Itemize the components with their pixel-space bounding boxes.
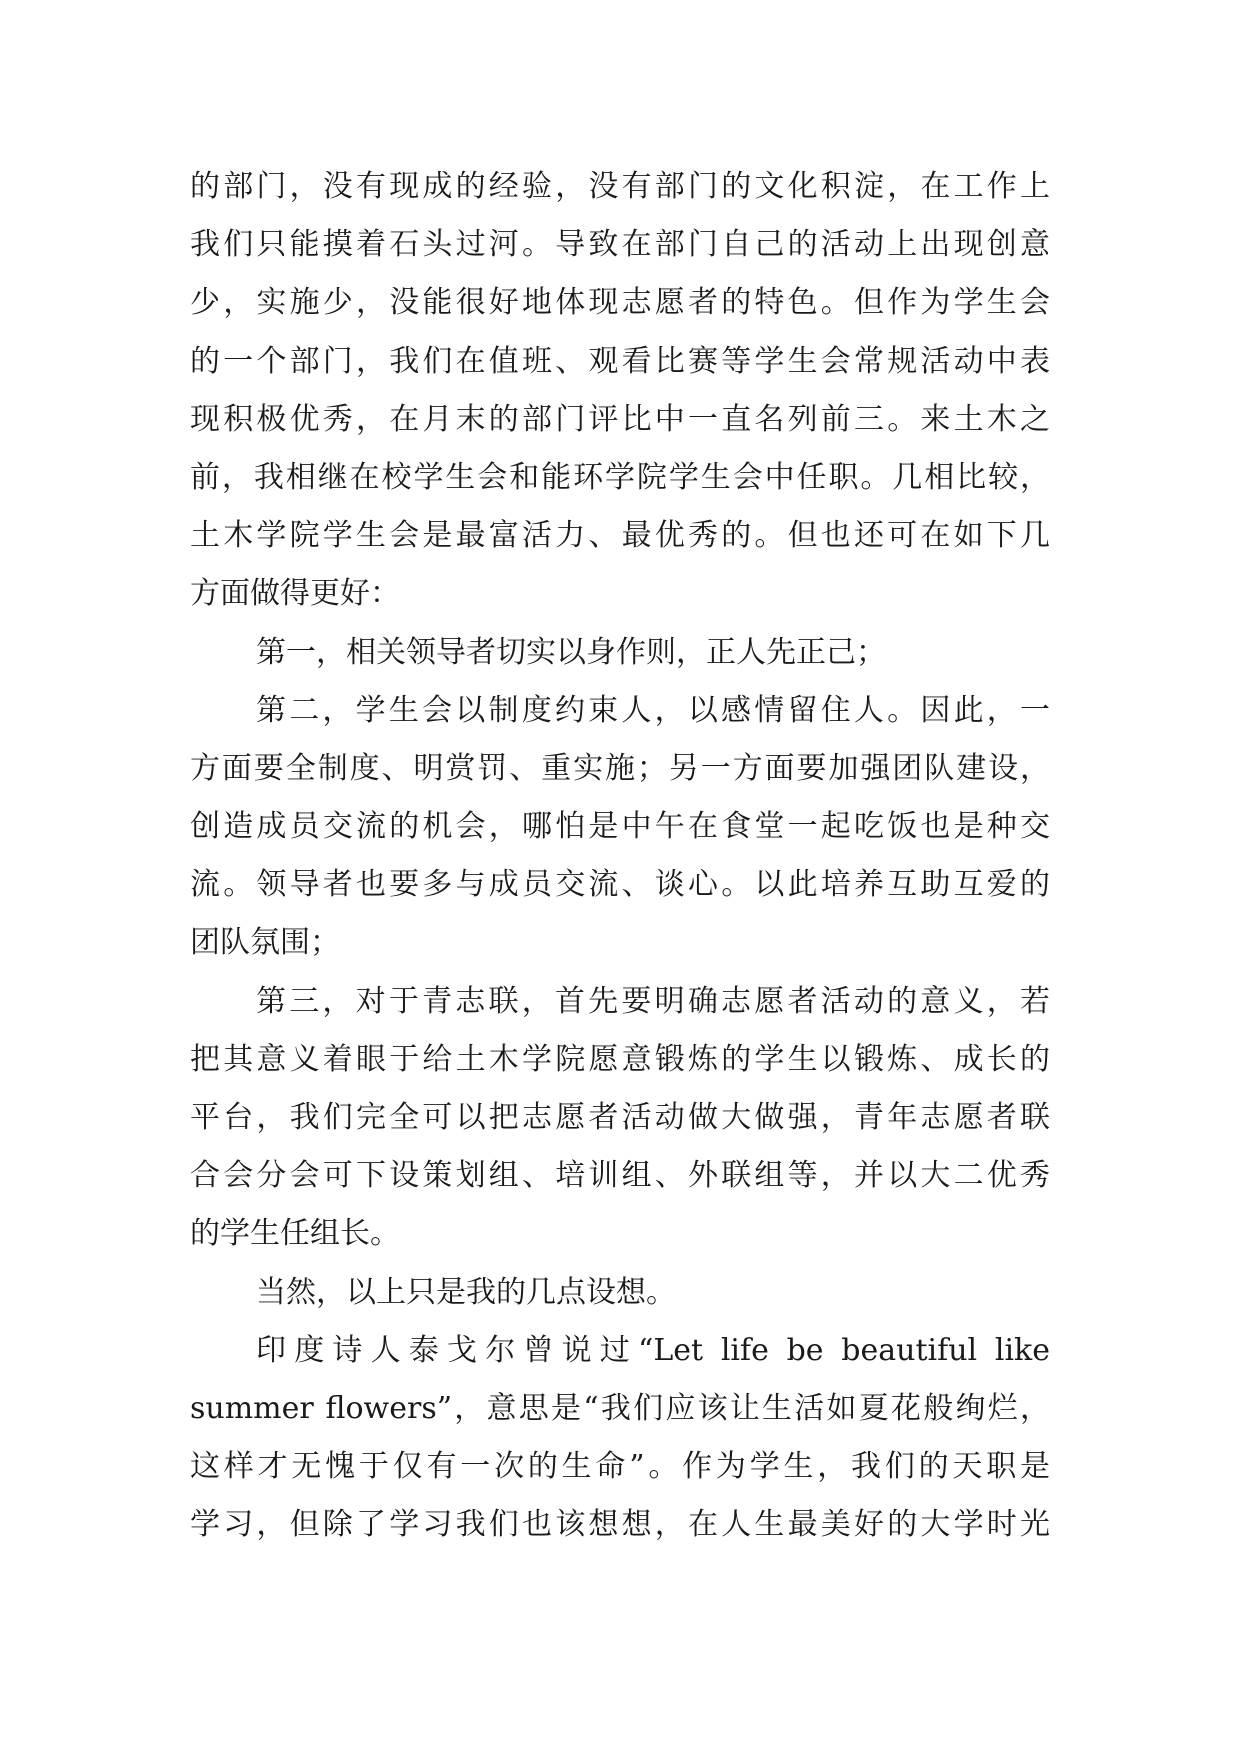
body-text: [190, 158, 1050, 1555]
text-line: 的一个部门，我们在值班、观看比赛等学生会常规活动中表: [190, 343, 1050, 379]
text-line: 第二，学生会以制度约束人，以感情留住人。因此，一: [256, 692, 1050, 728]
text-line: 当然，以上只是我的几点设想。: [256, 1274, 676, 1310]
text-line: 把其意义着眼于给土木学院愿意锻炼的学生以锻炼、成长的: [190, 1041, 1050, 1077]
text-line: 团队氛围；: [190, 925, 340, 961]
text-line: 这样才无愧于仅有一次的生命”。作为学生，我们的天职是: [190, 1449, 1050, 1485]
text-line: 的部门，没有现成的经验，没有部门的文化积淀，在工作上: [190, 169, 1050, 204]
text-line: 现积极优秀，在月末的部门评比中一直名列前三。来土木之: [190, 401, 1050, 437]
text-line: 方面要全制度、明赏罚、重实施；另一方面要加强团队建设，: [190, 750, 1050, 786]
text-line: 第三，对于青志联，首先要明确志愿者活动的意义，若: [256, 983, 1050, 1019]
text-line: 学习，但除了学习我们也该想想，在人生最美好的大学时光: [190, 1507, 1050, 1543]
text-line: 少，实施少，没能很好地体现志愿者的特色。但作为学生会: [190, 285, 1050, 321]
text-line: 创造成员交流的机会，哪怕是中午在食堂一起吃饭也是种交: [190, 809, 1050, 845]
text-line: 土木学院学生会是最富活力、最优秀的。但也还可在如下几: [190, 518, 1050, 554]
text-line: 合会分会可下设策划组、培训组、外联组等，并以大二优秀: [190, 1158, 1050, 1194]
text-line: 的学生任组长。: [190, 1216, 400, 1252]
text-line: 前，我相继在校学生会和能环学院学生会中任职。几相比较，: [190, 459, 1050, 495]
text-line: summer flowers”，意思是“我们应该让生活如夏花般绚烂，: [190, 1390, 1050, 1426]
text-line: 第一，相关领导者切实以身作则，正人先正己；: [256, 634, 886, 670]
text-line: 平台，我们完全可以把志愿者活动做大做强，青年志愿者联: [190, 1100, 1050, 1135]
text-line: 我们只能摸着石头过河。导致在部门自己的活动上出现创意: [190, 227, 1050, 263]
text-line: 方面做得更好：: [190, 576, 400, 612]
text-line: 印度诗人泰戈尔曾说过“Let life be beautiful like: [256, 1332, 1050, 1368]
text-line: 流。领导者也要多与成员交流、谈心。以此培养互助互爱的: [190, 867, 1050, 903]
